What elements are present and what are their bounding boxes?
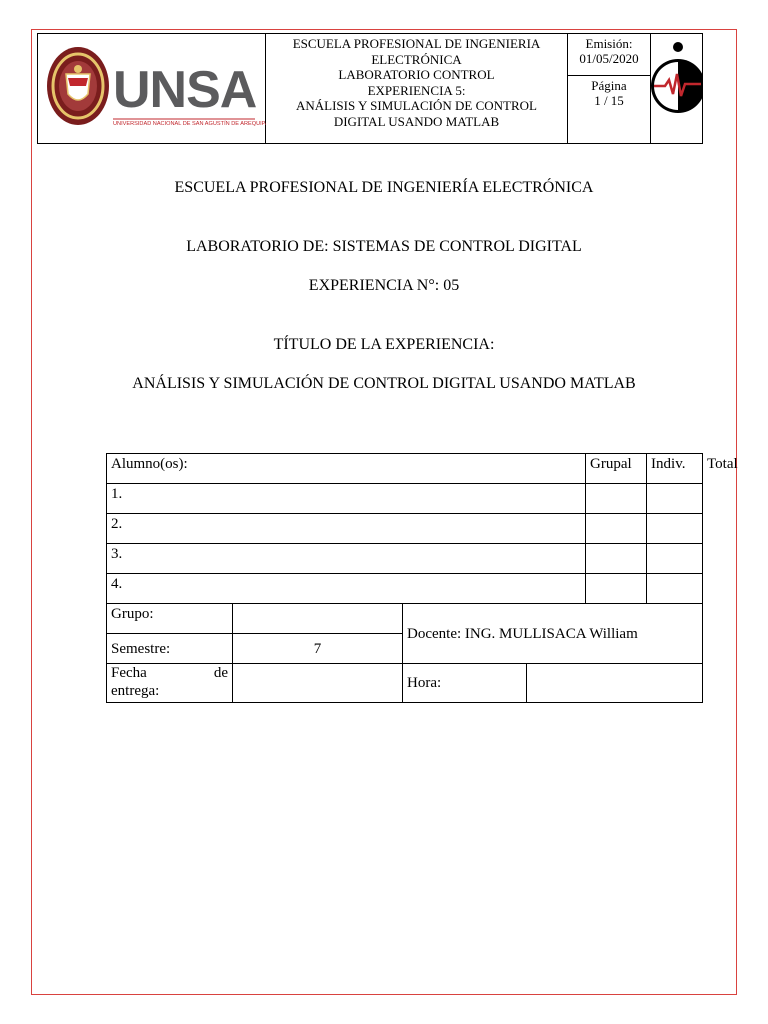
unsa-logo <box>38 34 266 144</box>
indiv-cell <box>647 514 703 544</box>
alumno-row-label: 1. <box>107 484 586 514</box>
alumno-row-label: 4. <box>107 574 586 604</box>
titulo-experiencia: ANÁLISIS Y SIMULACIÓN DE CONTROL DIGITAL USANDO MATLAB <box>132 375 636 392</box>
unsa-logo-graphic <box>38 34 266 138</box>
fecha-entrega-label: Fecha de entrega: <box>107 664 233 703</box>
document-header <box>37 33 703 144</box>
logo-text: UNSA <box>113 61 257 119</box>
indiv-cell <box>647 574 703 604</box>
indiv-cell <box>647 544 703 574</box>
table-row <box>107 544 703 574</box>
electronics-logo-icon <box>651 34 703 138</box>
grupo-value <box>233 604 403 634</box>
semestre-label: Semestre: <box>107 634 233 664</box>
table-row <box>107 484 703 514</box>
titulo-label: TÍTULO DE LA EXPERIENCIA: <box>273 336 495 353</box>
indiv-cell <box>647 484 703 514</box>
department-logo <box>651 34 703 144</box>
pagina-label: Página <box>591 78 627 93</box>
emision-date: 01/05/2020 <box>579 51 639 66</box>
alumno-row-label: 3. <box>107 544 586 574</box>
pagina-value: 1 / 15 <box>594 93 624 108</box>
logo-subtext: UNIVERSIDAD NACIONAL DE SAN AGUSTÍN DE AREQUIPA <box>113 121 266 127</box>
hora-label: Hora: <box>403 664 527 703</box>
seal-shield-icon <box>66 74 90 100</box>
alumnos-label: Alumno(os): <box>107 454 586 484</box>
header-title: ESCUELA PROFESIONAL DE INGENIERIA ELECTRÓNICA LABORATORIO CONTROL EXPERIENCIA 5: ANÁLISIS Y SIMULACIÓN DE CONTROL DIGITAL USANDO MATLAB <box>266 34 568 144</box>
fecha-entrega-value <box>233 664 403 703</box>
experiencia-number: EXPERIENCIA N°: 05 <box>308 277 460 294</box>
docente: Docente: ING. MULLISACA William <box>403 604 703 664</box>
grupo-label: Grupo: <box>107 604 233 634</box>
grupal-cell <box>586 514 647 544</box>
indiv-header: Indiv. <box>647 454 703 484</box>
alumno-row-label: 2. <box>107 514 586 544</box>
emision-label: Emisión: <box>585 36 633 51</box>
lab-name: LABORATORIO DE: SISTEMAS DE CONTROL DIGITAL <box>186 238 582 255</box>
table-row <box>107 514 703 544</box>
school-name: ESCUELA PROFESIONAL DE INGENIERÍA ELECTRÓNICA <box>174 179 594 196</box>
grupal-cell <box>586 544 647 574</box>
table-row <box>107 574 703 604</box>
header-emision <box>568 34 651 144</box>
grupal-cell <box>586 574 647 604</box>
hora-value <box>527 664 703 703</box>
grupal-cell <box>586 484 647 514</box>
semestre-value: 7 <box>233 634 403 664</box>
student-form: Alumno(os): Grupal Indiv. Total 1. 2. 3. 4. Grupo: Docente: ING. MULLISACA William Semestre: 7 Fecha de entrega: Hora: <box>106 453 703 703</box>
grupal-header: Grupal <box>586 454 647 484</box>
